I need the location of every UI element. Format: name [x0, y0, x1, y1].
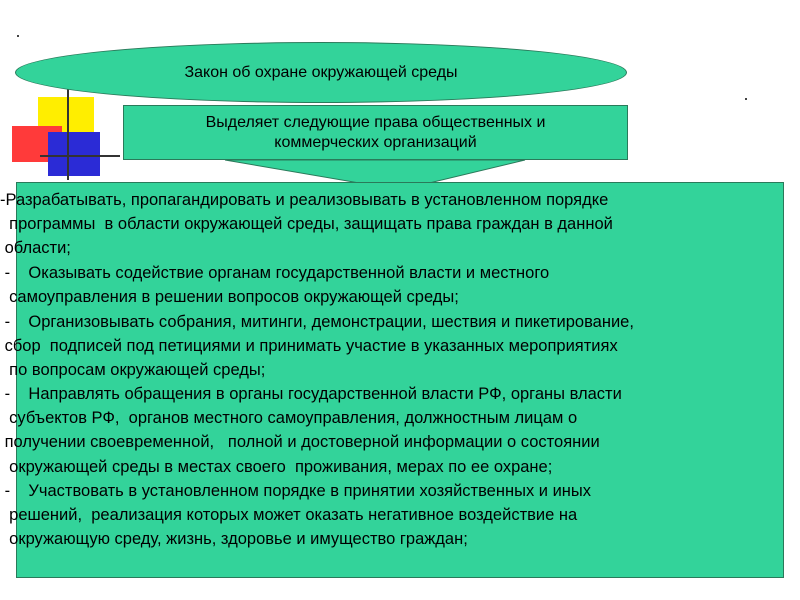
rights-line: программы в области окружающей среды, защищать права граждан в данной	[0, 215, 613, 233]
subheader-line: Выделяет следующие права общественных и	[205, 113, 546, 131]
rights-line: решений, реализация которых может оказать негативное воздействие на	[0, 506, 578, 524]
law-title: Закон об охране окружающей среды	[184, 63, 458, 81]
rights-line: - Направлять обращения в органы государственной власти РФ, органы власти	[0, 385, 622, 403]
rights-line: субъектов РФ, органов местного самоуправления, должностным лицам о	[0, 409, 578, 427]
rights-line: -Разрабатывать, пропагандировать и реализовывать в установленном порядке	[0, 191, 609, 209]
rights-line: - Оказывать содействие органам государственной власти и местного	[0, 264, 550, 282]
rights-line: области;	[0, 239, 71, 257]
rights-line: по вопросам окружающей среды;	[0, 361, 266, 379]
rights-line: окружающую среду, жизнь, здоровье и имущество граждан;	[0, 530, 468, 548]
subheader-line: коммерческих организаций	[274, 133, 477, 151]
rights-line: самоуправления в решении вопросов окружающей среды;	[0, 288, 459, 306]
rights-line: сбор подписей под петициями и принимать участие в указанных мероприятиях	[0, 337, 618, 355]
rights-line: - Участвовать в установленном порядке в принятии хозяйственных и иных	[0, 482, 592, 500]
rights-line: получении своевременной, полной и достоверной информации о состоянии	[0, 433, 600, 451]
rights-line: окружающей среды в местах своего проживания, мерах по ее охране;	[0, 458, 553, 476]
subheader-box	[123, 105, 628, 160]
rights-line: - Организовывать собрания, митинги, демонстрации, шествия и пикетирование,	[0, 313, 634, 331]
